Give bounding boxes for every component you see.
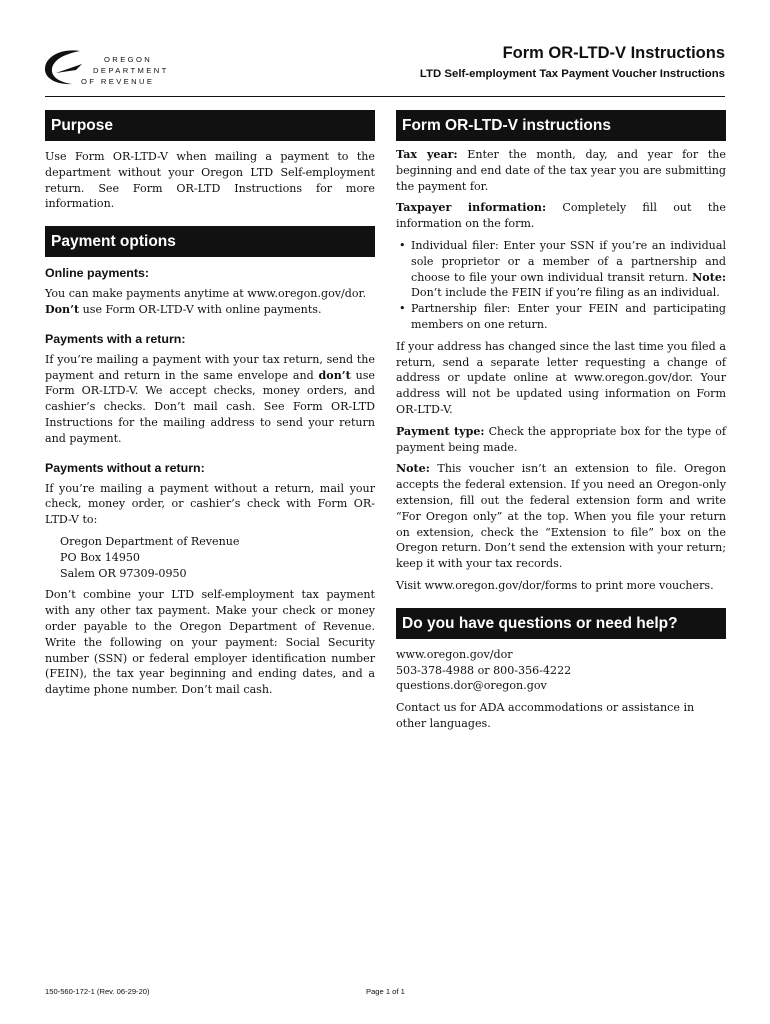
tax-year-label: Tax year: [396,148,458,161]
tax-year-text [396,147,726,194]
left-column [45,110,375,698]
online-payments-url-text: You can make payments anytime at www.oregon.gov/dor. [45,287,367,301]
filer-list [396,238,726,333]
document-subtitle: LTD Self-employment Tax Payment Voucher Instructions [419,68,725,80]
extension-note-text [396,461,726,572]
tax-year-body: Enter the month, day, and year for the beginning and end date of the tax year you are submitting the payment for. [396,148,726,193]
with-return-text-b: use Form OR-LTD-V. We accept checks, money orders, and cashier’s checks. Don’t mail cash. See Form OR-LTD Instructions for the mailing address to send your return and payment. [45,368,375,445]
header-divider [45,96,725,97]
payment-type-body: Check the appropriate box for the type of payment being made. [396,424,727,454]
address-line: Oregon Department of Revenue [60,534,240,548]
with-return-text [45,352,375,447]
instructions-heading: Form OR-LTD-V instructions [396,110,726,141]
online-dont-rest: use Form OR-LTD-V with online payments. [79,302,322,316]
list-item-partnership-filer: • Partnership filer: Enter your FEIN and participating members on one return. [396,301,726,333]
payment-options-heading: Payment options [45,226,375,257]
help-heading: Do you have questions or need help? [396,608,726,639]
purpose-text: Use Form OR-LTD-V when mailing a payment to the department without your Oregon LTD Self-employment return. See Form OR-LTD Instructions for more information. [45,150,375,211]
address-line: Salem OR 97309-0950 [60,566,187,580]
with-return-heading: Payments with a return: [45,331,186,346]
oregon-dor-logo [42,46,172,90]
online-dont-bold: Don’t [45,302,80,316]
help-contact-block [396,647,726,694]
individual-filer-note-label: Note: [692,270,726,284]
page-number: Page 1 of 1 [366,987,405,996]
without-return-closing: Don’t combine your LTD self-employment tax payment with any other tax payment. Make your check or money order payable to the Oregon Department of Revenue. Write the following on your payment: Social Security number (SSN) or federal employer identification number (FEIN), the tax year beginning and ending dates, and a daytime phone number. Don’t mail cash. [45,588,375,697]
without-return-text: If you’re mailing a payment without a return, mail your check, money order, or cashier’s check with Form OR-LTD-V to: [45,481,375,527]
taxpayer-info-text [396,200,726,232]
document-title: Form OR-LTD-V Instructions [502,44,725,62]
ada-text: Contact us for ADA accommodations or assistance in other languages. [396,701,695,730]
address-line: PO Box 14950 [60,550,140,564]
online-payments-heading: Online payments: [45,266,149,281]
print-vouchers-text: Visit www.oregon.gov/dor/forms to print more vouchers. [396,578,714,592]
payment-type-text [396,424,726,456]
individual-filer-text-a: Individual filer: Enter your SSN if you’re an individual sole proprietor or a member of a partnership and choose to file your own individual transit return. [411,238,726,284]
taxpayer-info-label: Taxpayer information: [396,201,547,215]
mailing-address [45,534,375,581]
with-return-dont-bold: don’t [318,368,351,382]
taxpayer-info-body: Completely fill out the information on the form. [396,201,726,231]
help-phone-numbers: 503-378-4988 or 800-356-4222 [396,663,572,677]
logo-line-of-revenue: OF REVENUE [81,77,155,86]
with-return-text-a: If you’re mailing a payment with your tax return, send the payment and return in the same envelope and [45,352,375,382]
purpose-heading: Purpose [45,110,375,141]
without-return-heading: Payments without a return: [45,460,205,475]
help-website-link[interactable]: www.oregon.gov/dor [396,647,513,661]
list-item-individual-filer [396,238,726,301]
individual-filer-text-b: Don’t include the FEIN if you’re filing as an individual. [411,286,720,300]
form-number: 150-560-172-1 (Rev. 06-29-20) [45,987,150,996]
help-email-link[interactable]: questions.dor@oregon.gov [396,679,547,693]
right-column [396,110,726,732]
logo-line-oregon: OREGON [104,55,153,64]
extension-note-label: Note: [396,462,430,476]
payment-type-label: Payment type: [396,424,485,438]
logo-line-department: DEPARTMENT [93,66,169,75]
online-payments-text [45,286,375,318]
address-change-text: If your address has changed since the last time you filed a return, send a separate letter requesting a change of address or update online at www.oregon.gov/dor. Your address will not be updated using information on Form OR-LTD-V. [396,339,726,416]
extension-note-body: This voucher isn’t an extension to file. Oregon accepts the federal extension. If you need an Oregon-only extension, fill out the federal extension form and write “For Oregon only” at the top. When you file your return on extension, check the “Extension to file” box on the Oregon return. Don’t send the extension with your return; keep it with your tax records. [396,462,726,571]
